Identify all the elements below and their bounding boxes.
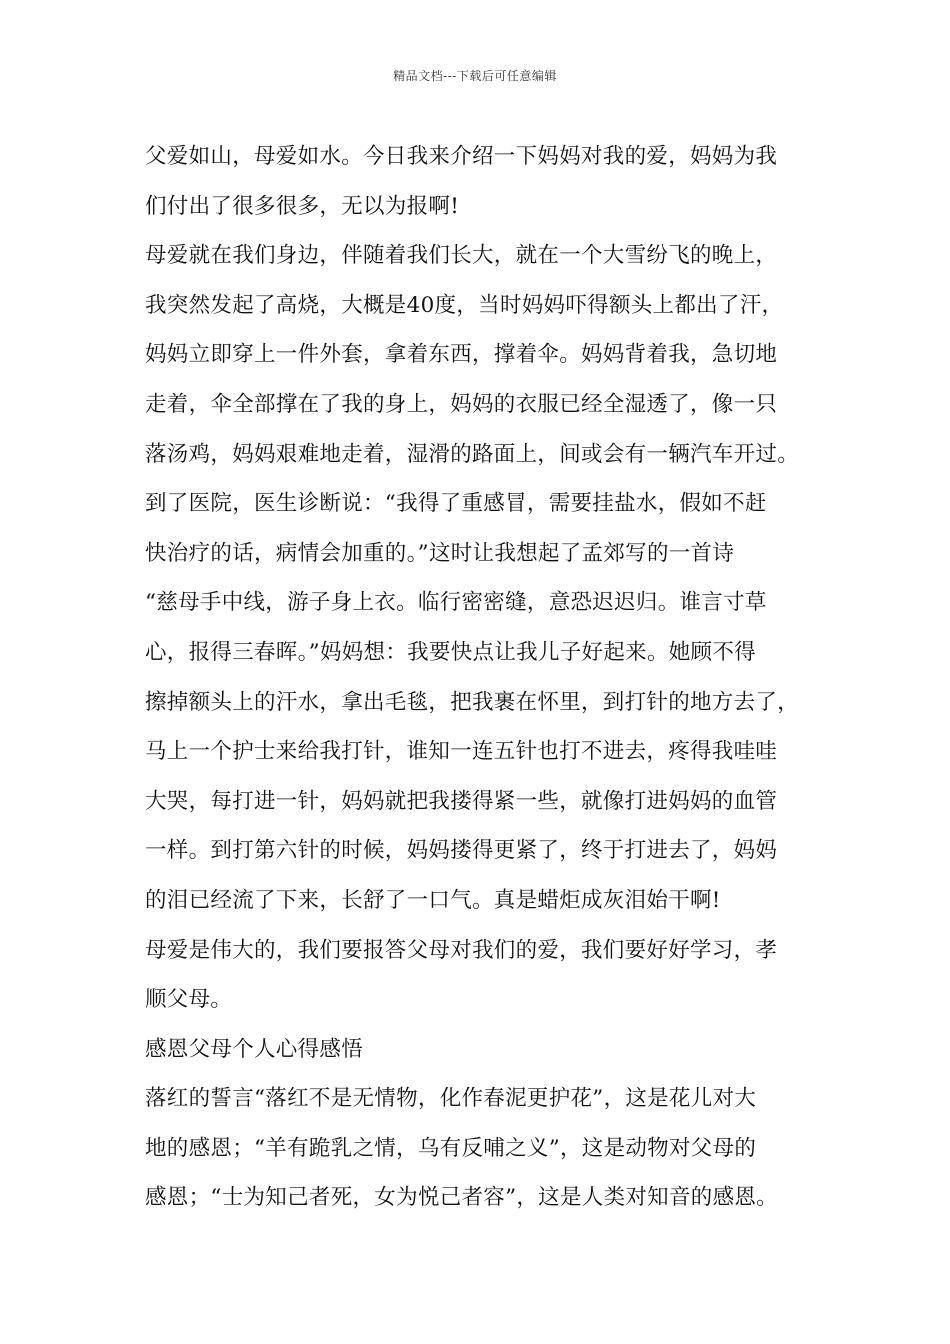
page-header: 精品文档---下载后可任意编辑	[393, 69, 557, 83]
text-line: 心，报得三春晖。”妈妈想：我要快点让我儿子好起来。她顾不得	[145, 639, 756, 665]
text-line: 们付出了很多很多，无以为报啊!	[145, 193, 460, 219]
text-line: 地的感恩；“羊有跪乳之情，乌有反哺之义”，这是动物对父母的	[145, 1135, 757, 1161]
text-line: 马上一个护士来给我打针，谁知一连五针也打不进去，疼得我哇哇	[145, 739, 778, 765]
text-line: 一样。到打第六针的时候，妈妈搂得更紧了，终于打进去了，妈妈	[145, 838, 778, 864]
section-heading: 感恩父母个人心得感悟	[145, 1036, 364, 1062]
text-line: 走着，伞全部撑在了我的身上，妈妈的衣服已经全湿透了，像一只	[145, 391, 778, 417]
text-line: 感恩；“士为知己者死，女为悦己者容”，这是人类对知音的感恩。	[145, 1185, 778, 1211]
document-body	[145, 132, 835, 1223]
text-line: 母爱就在我们身边，伴随着我们长大，就在一个大雪纷飞的晚上，	[145, 243, 778, 269]
text-line: 到了医院，医生诊断说：“我得了重感冒，需要挂盐水，假如不赶	[145, 491, 767, 517]
text-line: 父爱如山，母爱如水。今日我来介绍一下妈妈对我的爱，妈妈为我	[145, 144, 778, 169]
text-line: 落汤鸡，妈妈艰难地走着，湿滑的路面上，间或会有一辆汽车开过。	[145, 441, 800, 467]
text-line: 的泪已经流了下来，长舒了一口气。真是蜡炬成灰泪始干啊!	[145, 887, 721, 913]
text-line: 落红的誓言“落红不是无情物，化作春泥更护花”，这是花儿对大	[145, 1086, 757, 1112]
text-line: 妈妈立即穿上一件外套，拿着东西，撑着伞。妈妈背着我，急切地	[145, 342, 778, 368]
text-line: 大哭，每打进一针，妈妈就把我搂得紧一些，就像打进妈妈的血管	[145, 788, 778, 814]
text-line: 我突然发起了高烧，大概是40度，当时妈妈吓得额头上都出了汗，	[145, 292, 784, 318]
text-line: 母爱是伟大的，我们要报答父母对我们的爱，我们要好好学习，孝	[145, 937, 778, 963]
text-line: 顺父母。	[145, 987, 233, 1013]
text-line: 快治疗的话，病情会加重的。”这时让我想起了孟郊写的一首诗	[145, 540, 735, 566]
text-line: 擦掉额头上的汗水，拿出毛毯，把我裹在怀里，到打针的地方去了，	[145, 689, 800, 715]
text-line: “慈母手中线，游子身上衣。临行密密缝，意恐迟迟归。谁言寸草	[145, 590, 767, 616]
